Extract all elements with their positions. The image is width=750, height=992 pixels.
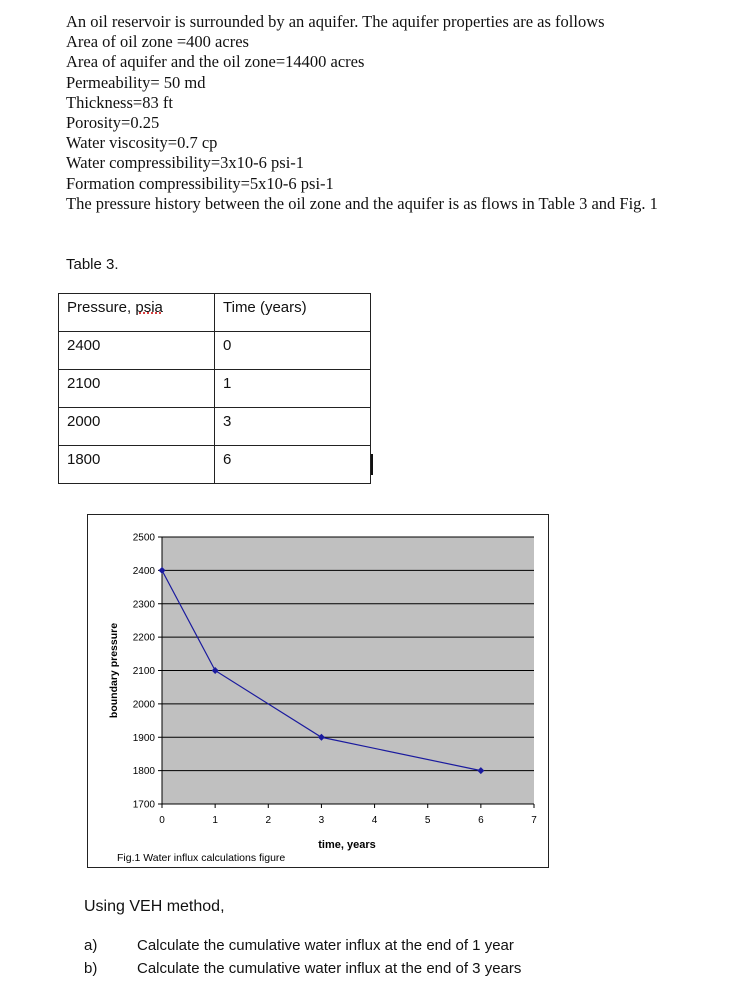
question-text: Calculate the cumulative water influx at the end of 1 year xyxy=(137,937,514,954)
cell-pressure: 2400 xyxy=(59,332,215,370)
y-tick-label: 1800 xyxy=(132,766,155,778)
header-pressure-label: Pressure, xyxy=(67,299,136,316)
y-tick-label: 1900 xyxy=(132,732,155,744)
y-tick-label: 2400 xyxy=(132,565,155,577)
y-tick-label: 2300 xyxy=(132,599,155,611)
table-header-row xyxy=(59,294,371,332)
pressure-chart xyxy=(87,514,549,868)
intro-line: An oil reservoir is surrounded by an aquifer. The aquifer properties are as follows xyxy=(66,12,605,31)
x-tick-label: 1 xyxy=(212,815,218,826)
header-pressure xyxy=(59,294,215,332)
method-instruction: Using VEH method, xyxy=(84,898,225,915)
cell-time: 6 xyxy=(215,446,371,484)
chart-canvas xyxy=(88,515,548,867)
header-pressure-unit: psia xyxy=(135,299,163,316)
intro-line: Formation compressibility=5x10-6 psi-1 xyxy=(66,173,334,193)
cell-time: 0 xyxy=(215,332,371,370)
intro-line: Area of aquifer and the oil zone=14400 acres xyxy=(66,52,365,72)
text-cursor xyxy=(371,454,373,475)
y-tick-label: 2100 xyxy=(132,666,155,677)
problem-statement xyxy=(66,12,746,214)
question-label: b) xyxy=(84,960,98,977)
x-tick-label: 5 xyxy=(424,815,431,826)
cell-pressure: 2000 xyxy=(59,408,215,446)
pressure-time-table xyxy=(58,293,371,484)
x-tick-label: 0 xyxy=(159,815,165,826)
x-tick-label: 4 xyxy=(371,815,378,826)
header-time: Time (years) xyxy=(215,294,371,332)
y-tick-label: 1700 xyxy=(132,799,155,811)
y-tick-label: 2000 xyxy=(132,699,155,711)
x-tick-label: 3 xyxy=(318,815,325,826)
cell-time: 3 xyxy=(215,408,371,446)
intro-line: Permeability= 50 md xyxy=(66,72,206,92)
y-tick-label: 2200 xyxy=(132,632,155,644)
question-item xyxy=(84,960,521,977)
intro-line: Water viscosity=0.7 cp xyxy=(66,133,218,153)
x-tick-label: 6 xyxy=(478,815,484,826)
intro-line: Area of oil zone =400 acres xyxy=(66,32,249,52)
cell-pressure: 1800 xyxy=(59,446,215,484)
question-text: Calculate the cumulative water influx at the end of 3 years xyxy=(137,960,522,977)
question-item xyxy=(84,937,514,954)
x-tick-label: 2 xyxy=(265,815,272,826)
cell-pressure: 2100 xyxy=(59,370,215,408)
table-row xyxy=(59,370,371,408)
table-row xyxy=(59,332,371,370)
table-row xyxy=(59,446,371,484)
y-tick-label: 2500 xyxy=(132,532,155,544)
intro-line: Water compressibility=3x10-6 psi-1 xyxy=(66,153,305,173)
x-tick-label: 7 xyxy=(531,815,537,826)
cell-time: 1 xyxy=(215,370,371,408)
table-caption: Table 3. xyxy=(66,256,119,273)
table-row xyxy=(59,408,371,446)
y-axis-label: boundary pressure xyxy=(108,622,120,719)
x-axis-label: time, years xyxy=(318,839,376,851)
question-label: a) xyxy=(84,937,98,954)
intro-line: Porosity=0.25 xyxy=(66,113,160,133)
figure-caption: Fig.1 Water influx calculations figure xyxy=(117,852,286,864)
intro-line: Thickness=83 ft xyxy=(66,92,173,112)
intro-line: The pressure history between the oil zone and the aquifer is as flows in Table 3 and Fig. 1 xyxy=(66,193,658,213)
